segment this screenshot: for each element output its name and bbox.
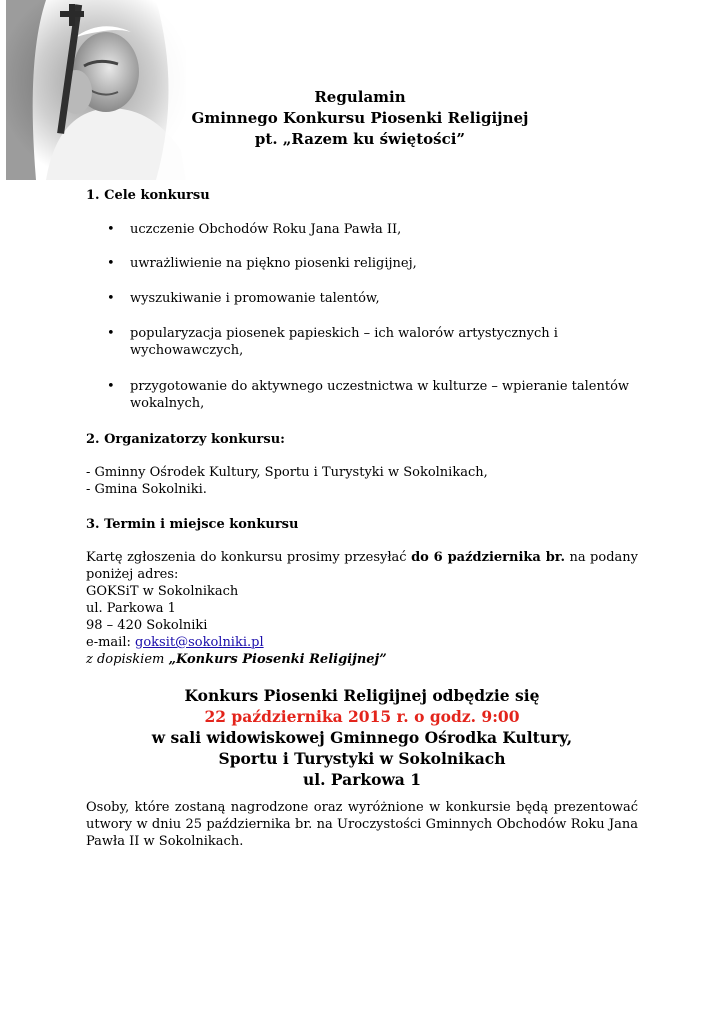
section-heading: 1. Cele konkursu (86, 188, 210, 203)
announcement-line: w sali widowiskowej Gminnego Ośrodka Kultury, (151, 728, 573, 747)
event-announcement (86, 685, 638, 790)
title-line-3: pt. „Razem ku świętości” (254, 130, 466, 148)
document-title (150, 87, 570, 150)
address-line: 98 – 420 Sokolniki (86, 618, 208, 633)
note-line (86, 651, 638, 668)
submission-text-end: na podany poniżej adres: (86, 550, 638, 582)
section-goals (86, 187, 638, 412)
deadline: do 6 października br. (411, 550, 565, 565)
list-item (86, 290, 638, 307)
submission-paragraph (86, 549, 638, 583)
bullet-icon: • (107, 222, 115, 237)
event-date: 22 października 2015 r. o godz. 9:00 (204, 707, 520, 726)
section-heading: 2. Organizatorzy konkursu: (86, 432, 285, 447)
list-item-text: wyszukiwanie i promowanie talentów, (130, 291, 380, 306)
section-organizers (86, 431, 638, 498)
bullet-icon: • (107, 291, 115, 306)
submission-text: Kartę zgłoszenia do konkursu prosimy przesyłać (86, 550, 412, 565)
address-line: GOKSiT w Sokolnikach (86, 584, 239, 599)
email-line (86, 634, 638, 651)
list-item-text: popularyzacja piosenek papieskich – ich walorów artystycznych i wychowawczych, (130, 326, 558, 358)
announcement-line: ul. Parkowa 1 (302, 770, 422, 789)
list-item (86, 255, 638, 272)
bullet-icon: • (107, 326, 115, 341)
organizer-line: - Gminny Ośrodek Kultury, Sportu i Turystyki w Sokolnikach, (86, 465, 488, 480)
list-item-text: przygotowanie do aktywnego uczestnictwa w kulturze – wpieranie talentów wokalnych, (130, 379, 630, 411)
title-line-1: Regulamin (314, 88, 406, 106)
organizer-line: - Gmina Sokolniki. (86, 482, 207, 497)
email-link[interactable]: goksit@sokolniki.pl (135, 635, 264, 650)
list-item-text: uwrażliwienie na piękno piosenki religijnej, (130, 256, 417, 271)
note-prefix: z dopiskiem (86, 652, 169, 667)
note-title: „Konkurs Piosenki Religijnej” (168, 652, 387, 667)
section-heading: 3. Termin i miejsce konkursu (86, 517, 299, 532)
list-item (86, 378, 638, 412)
list-item (86, 221, 638, 238)
announcement-line: Konkurs Piosenki Religijnej odbędzie się (184, 686, 540, 705)
section-date-place (86, 516, 638, 668)
email-label: e-mail: (86, 635, 135, 650)
bullet-icon: • (107, 379, 115, 394)
title-line-2: Gminnego Konkursu Piosenki Religijnej (191, 109, 529, 127)
list-item-text: uczczenie Obchodów Roku Jana Pawła II, (130, 222, 402, 237)
goals-list (86, 221, 638, 412)
announcement-line: Sportu i Turystyki w Sokolnikach (218, 749, 506, 768)
address-line: ul. Parkowa 1 (86, 601, 176, 616)
list-item (86, 325, 638, 359)
bullet-icon: • (107, 256, 115, 271)
closing-paragraph: Osoby, które zostaną nagrodzone oraz wyróżnione w konkursie będą prezentować utwory w dniu 25 października br. na Uroczystości Gminnych Obchodów Roku Jana Pawła II w Sokolnikach. (86, 800, 638, 849)
